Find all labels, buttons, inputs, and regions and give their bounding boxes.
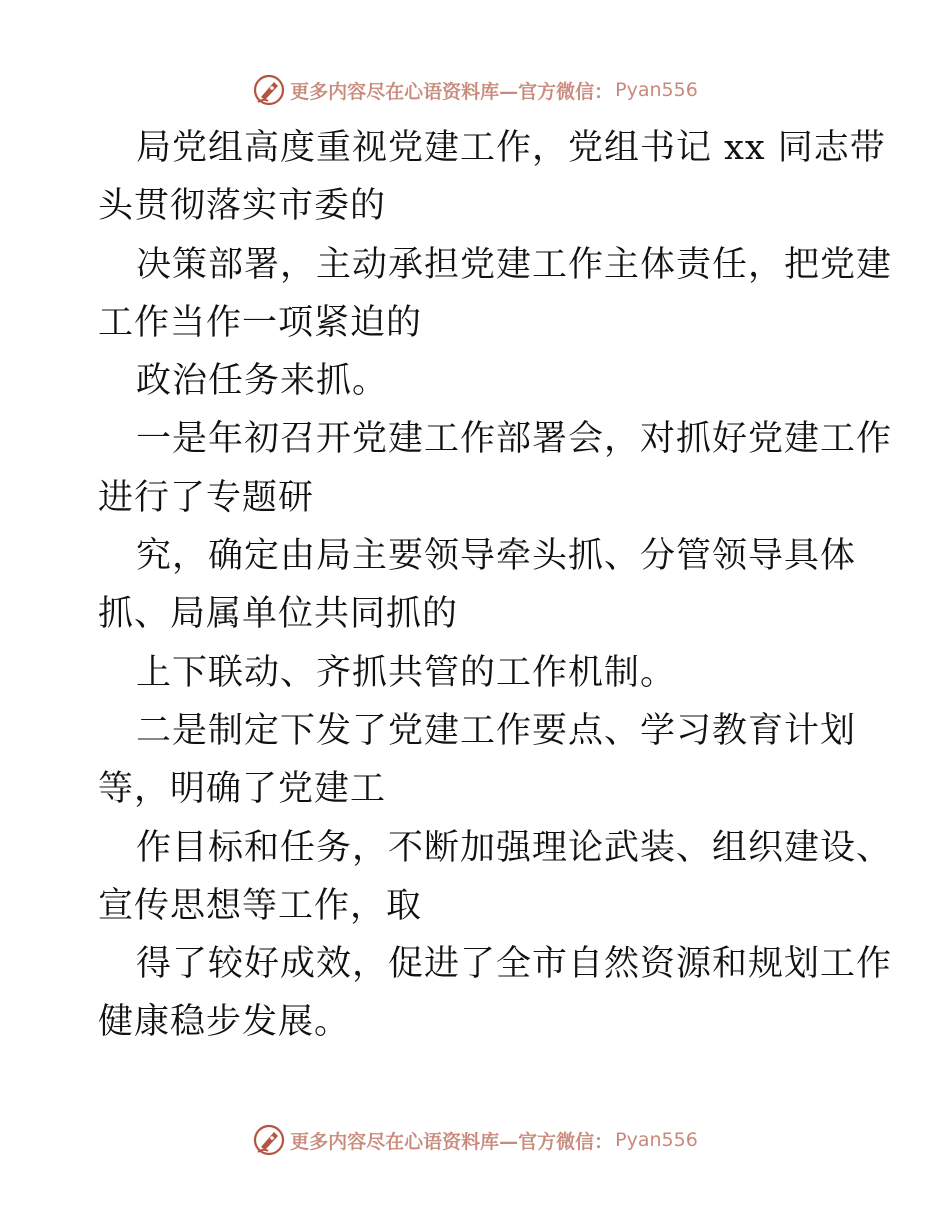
header-watermark-banner (0, 70, 950, 110)
text-line: 究，确定由局主要领导牵头抓、分管领导具体 (136, 536, 857, 577)
text-line: 决策部署，主动承担党建工作主体责任，把党建 (136, 244, 893, 285)
text-line: 作目标和任务，不断加强理论武装、组织建设、 (136, 827, 893, 868)
footer-watermark-banner (0, 1120, 950, 1160)
text-line: 工作当作一项紧迫的 (98, 302, 423, 343)
text-line: 宣传思想等工作，取 (98, 885, 423, 926)
pen-nib-logo-icon (252, 1123, 286, 1157)
text-line: 等，明确了党建工 (98, 769, 387, 810)
text-line: 头贯彻落实市委的 (98, 186, 387, 227)
text-line: 二是制定下发了党建工作要点、学习教育计划 (136, 710, 857, 751)
text-line: 一是年初召开党建工作部署会，对抓好党建工作 (136, 419, 893, 460)
text-line: 局党组高度重视党建工作，党组书记 xx 同志带 (136, 128, 886, 168)
document-body (98, 119, 893, 1052)
text-line: 抓、局属单位共同抓的 (98, 594, 459, 635)
banner-text: 更多内容尽在心语资料库—官方微信： (290, 80, 614, 103)
banner-wechat-id: Pyan556 (615, 1129, 698, 1151)
pen-nib-logo-icon (252, 73, 286, 107)
text-line: 上下联动、齐抓共管的工作机制。 (136, 652, 677, 693)
banner-text: 更多内容尽在心语资料库—官方微信： (290, 1130, 614, 1153)
text-line: 政治任务来抓。 (136, 361, 389, 402)
text-line: 健康稳步发展。 (98, 1002, 351, 1043)
text-line: 得了较好成效，促进了全市自然资源和规划工作 (136, 944, 893, 985)
banner-wechat-id: Pyan556 (615, 79, 698, 101)
text-line: 进行了专题研 (98, 477, 315, 518)
